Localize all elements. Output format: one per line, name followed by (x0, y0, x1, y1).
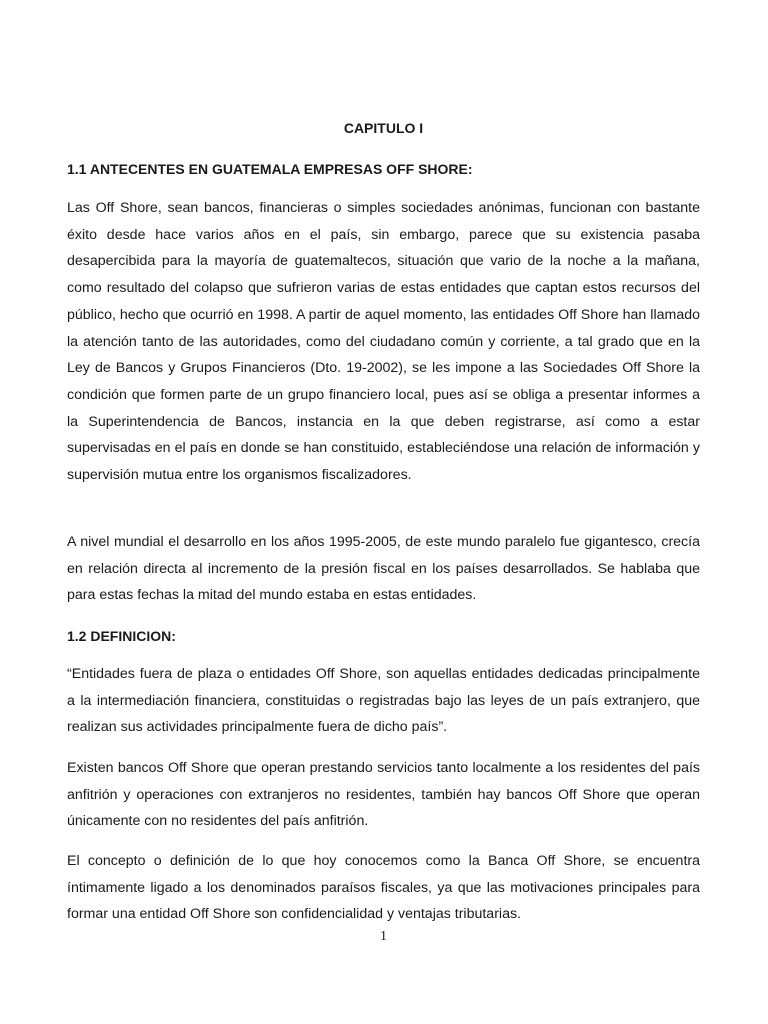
section-heading-definicion: 1.2 DEFINICION: (67, 628, 176, 644)
chapter-title: CAPITULO I (343, 120, 424, 136)
paragraph-concept-tax-havens: El concepto o definición de lo que hoy conocemos como la Banca Off Shore, se encuentra íntimamente ligado a los denominados paraísos fiscales, ya que las motivaciones principales para formar una entidad Off Shore son confidencialidad y ventajas tributarias. (67, 853, 700, 923)
section-heading-antecedentes: 1.1 ANTECENTES EN GUATEMALA EMPRESAS OFF SHORE: (67, 161, 473, 177)
paragraph-bank-types: Existen bancos Off Shore que operan prestando servicios tanto localmente a los residentes del país anfitrión y operaciones con extranjeros no residentes, también hay bancos Off Shore que operan únicamente con no residentes del país anfitrión. (67, 760, 700, 830)
page-number: 1 (380, 929, 387, 944)
paragraph-definition-quote: “Entidades fuera de plaza o entidades Off Shore, son aquellas entidades dedicadas principalmente a la intermediación financiera, constituidas o registradas bajo las leyes de un país extranjero, que realizan sus actividades principalmente fuera de dicho país”. (67, 666, 700, 736)
paragraph-global-development: A nivel mundial el desarrollo en los años 1995-2005, de este mundo paralelo fue gigantesco, crecía en relación directa al incremento de la presión fiscal en los países desarrollados. Se hablaba que para estas fechas la mitad del mundo estaba en estas entidades. (67, 534, 700, 604)
document-page (67, 0, 700, 1024)
paragraph-off-shore-history: Las Off Shore, sean bancos, financieras o simples sociedades anónimas, funcionan con bastante éxito desde hace varios años en el país, sin embargo, parece que su existencia pasaba desapercibida para la mayoría de guatemaltecos, situación que vario de la noche a la mañana, como resultado del colapso que sufrieron varias de estas entidades que captan estos recursos del público, hecho que ocurrió en 1998. A partir de aquel momento, las entidades Off Shore han llamado la atención tanto de las autoridades, como del ciudadano común y corriente, a tal grado que en la Ley de Bancos y Grupos Financieros (Dto. 19-2002), se les impone a las Sociedades Off Shore la condición que formen parte de un grupo financiero local, pues así se obliga a presentar informes a la Superintendencia de Bancos, instancia en la que deben registrarse, así como a estar supervisadas en el país en donde se han constituido, estableciéndose una relación de información y supervisión mutua entre los organismos fiscalizadores. (67, 200, 700, 484)
